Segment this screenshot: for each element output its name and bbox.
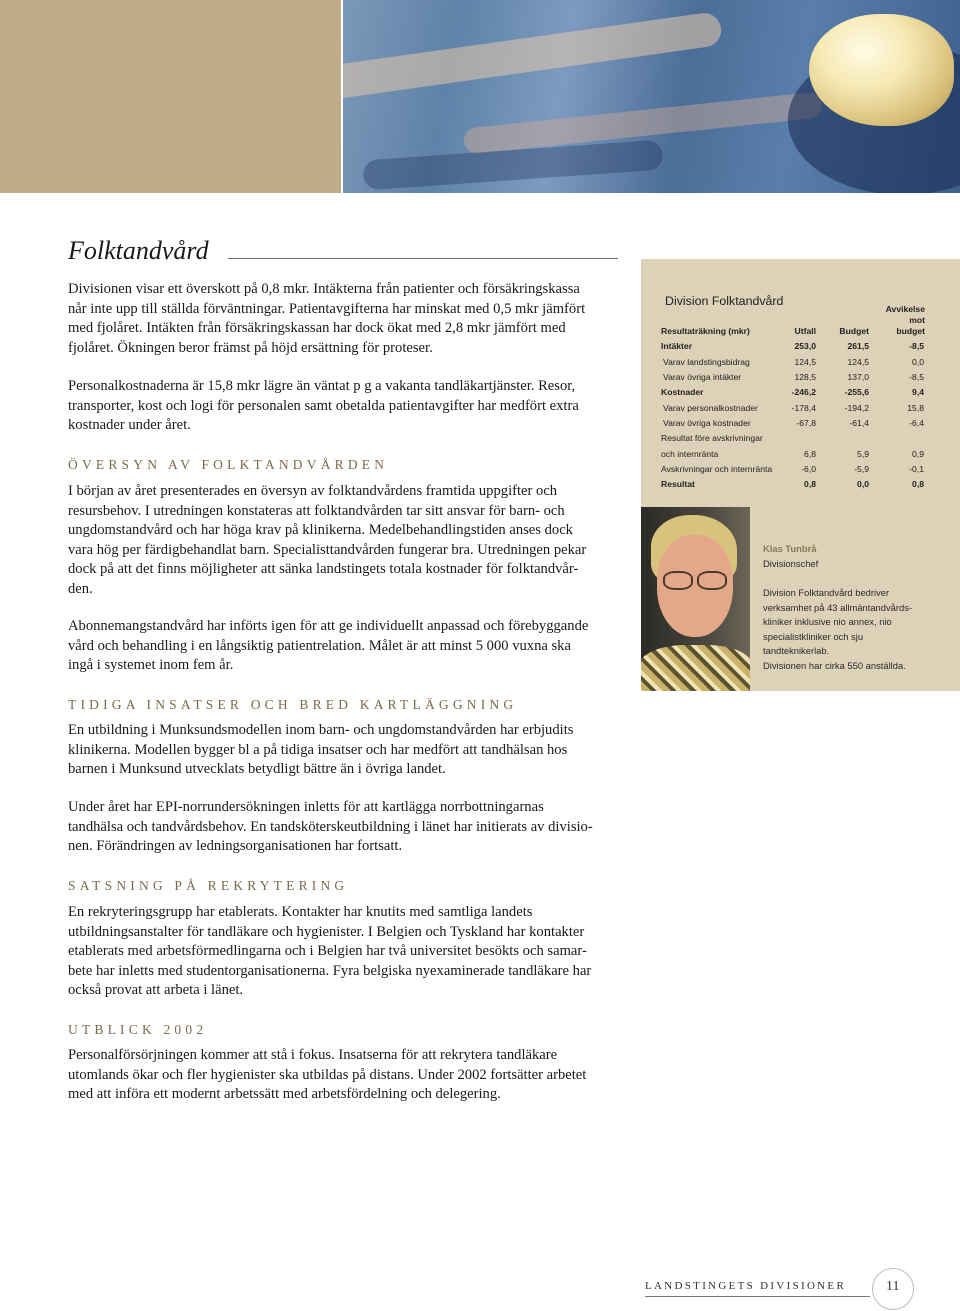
- header-avvikelse-line: Avvikelse: [885, 304, 925, 314]
- table-row-label: Intäkter: [661, 341, 693, 351]
- title-rule: [228, 258, 618, 259]
- text-line: En rekryteringsgrupp har etablerats. Kontakter har knutits med samtliga landets: [68, 904, 533, 920]
- table-cell-utfall: -246,2: [791, 387, 816, 397]
- header-photo-stone: [343, 0, 960, 193]
- photo-streak: [343, 11, 723, 103]
- footer-label: LANDSTINGETS DIVISIONER: [645, 1280, 847, 1292]
- description-line: verksamhet på 43 allmäntandvårds-: [763, 601, 913, 613]
- text-line: bete har inletts med studentorganisationerna. Fyra belgiska nyexaminerade tandläkare har: [68, 962, 592, 979]
- text-line: dock på att det finns möjligheter att sänka landstingets totala kostnader för folktandvår-: [68, 561, 579, 578]
- text-line: vård och behandling i en långsiktig patientrelation. Målet är att minst 5 000 vuxna ska: [68, 637, 571, 654]
- table-cell-budget: -5,9: [854, 464, 869, 474]
- text-line: Under året har EPI-norrundersökningen inletts för att kartlägga norrbottningarnas: [68, 799, 544, 815]
- person-description: [763, 586, 912, 674]
- text-line: den.: [68, 580, 93, 597]
- intro-paragraph-1: [68, 280, 628, 358]
- table-cell-budget: 5,9: [857, 449, 869, 459]
- table-row-label: och internränta: [661, 449, 719, 459]
- header-label: Resultaträkning (mkr): [661, 326, 750, 336]
- text-line: Personalförsörjningen kommer att stå i fokus. Insatserna för att rekrytera tandläkare: [68, 1047, 558, 1063]
- table-cell-budget: 0,0: [857, 479, 869, 489]
- text-line: Abonnemangstandvård har införts igen för att ge individuellt anpassad och förebyggande: [68, 618, 589, 634]
- text-line: Personalkostnaderna är 15,8 mkr lägre än väntat p g a vakanta tandläkartjänster. Resor,: [68, 378, 576, 394]
- section-title: Folktandvård: [68, 236, 209, 265]
- text-line: En utbildning i Munksundsmodellen inom barn- och ungdomstandvården har erbjudits: [68, 722, 574, 738]
- section-heading-oversyn: ÖVERSYN AV FOLKTANDVÅRDEN: [68, 457, 389, 472]
- portrait-glasses: [661, 571, 727, 587]
- decorative-tan-block: [0, 0, 341, 193]
- table-cell-utfall: 128,5: [794, 372, 816, 382]
- text-line: vara hög per färdigbehandlat barn. Specialisttandvården fungerar bra. Utredningen pekar: [68, 541, 587, 558]
- section-heading-tidiga-insatser: TIDIGA INSATSER OCH BRED KARTLÄGGNING: [68, 697, 518, 712]
- table-cell-avvikelse: 0,9: [912, 449, 924, 459]
- table-row-label: Varav övriga intäkter: [663, 372, 742, 382]
- table-row-label: Kostnader: [661, 387, 704, 397]
- table-cell-utfall: 124,5: [794, 357, 816, 367]
- table-row-label: Avskrivningar och internränta: [661, 464, 773, 474]
- description-line: Divisionen har cirka 550 anställda.: [763, 659, 906, 671]
- description-line: kliniker inklusive nio annex, nio: [763, 616, 892, 628]
- table-row-label: Resultat: [661, 479, 695, 489]
- table-cell-utfall: -67,8: [796, 418, 816, 428]
- oversyn-paragraph-1: [68, 482, 628, 600]
- header-budget: Budget: [839, 326, 869, 336]
- description-line: specialistkliniker och sju: [763, 630, 864, 642]
- table-row-label: Varav övriga kostnader: [663, 418, 751, 428]
- text-line: fjolåret. Ökningen beror främst på höjd ersättning för proteser.: [68, 339, 433, 356]
- table-row-label: Varav personalkostnader: [663, 403, 758, 413]
- person-role: Divisionschef: [763, 558, 819, 569]
- table-cell-avvikelse: -8,5: [909, 372, 924, 382]
- text-line: når inte upp till ställda förväntningar. Patientavgifterna har minskat med 0,5 mkr jämfört: [68, 300, 586, 317]
- footer-rule: [645, 1296, 870, 1297]
- text-line: etablerats med arbetsförmedlingarna och i Belgien har två universitet besökts och samar-: [68, 943, 587, 960]
- text-line: I början av året presenterades en översyn av folktandvårdens framtida uppgifter och: [68, 483, 558, 499]
- oversyn-paragraph-2: [68, 617, 628, 676]
- table-cell-avvikelse: 0,0: [912, 357, 924, 367]
- table-cell-budget: -194,2: [844, 403, 869, 413]
- header-avvikelse-line: budget: [896, 326, 925, 336]
- table-cell-budget: 261,5: [847, 341, 869, 351]
- table-cell-budget: -255,6: [844, 387, 869, 397]
- rekrytering-paragraph: [68, 903, 628, 1001]
- description-line: tandteknikerlab.: [763, 645, 830, 657]
- table-row-label: Varav landstingsbidrag: [663, 357, 750, 367]
- text-line: kostnader under året.: [68, 417, 191, 434]
- text-line: med fjolåret. Intäkten från försäkringskassan har dock ökat med 2,8 mkr jämfört med: [68, 320, 566, 337]
- text-line: med att införa ett modernt arbetssätt med arbetsfördelning och delegering.: [68, 1086, 501, 1103]
- table-cell-utfall: -178,4: [791, 403, 816, 413]
- portrait-glasses-lens: [697, 571, 727, 590]
- text-line: också provat att arbeta i länet.: [68, 982, 244, 999]
- table-cell-budget: -61,4: [849, 418, 869, 428]
- text-line: Divisionen visar ett överskott på 0,8 mkr. Intäkterna från patienter och försäkringskassa: [68, 281, 580, 297]
- tidiga-paragraph-1: [68, 721, 628, 780]
- text-line: nen. Förändringen av ledningsorganisationen har fortsatt.: [68, 838, 403, 855]
- text-line: utomlands ökar och fler hygienister ska utbildas på distans. Under 2002 fortsätter arbetet: [68, 1066, 587, 1083]
- table-cell-utfall: 0,8: [804, 479, 816, 489]
- table-cell-avvikelse: 0,8: [912, 479, 924, 489]
- text-line: barnen i Munksund utvecklats betydligt bättre än i övriga landet.: [68, 761, 446, 778]
- person-name: Klas Tunbrå: [763, 543, 817, 554]
- text-line: ungdomstandvård och har höga krav på klinikerna. Medelbehandlingstiden anses dock: [68, 522, 573, 539]
- table-cell-utfall: -6,0: [801, 464, 816, 474]
- portrait-photo: [641, 507, 750, 691]
- description-line: Division Folktandvård bedriver: [763, 587, 890, 598]
- utblick-paragraph: [68, 1046, 628, 1105]
- intro-paragraph-2: [68, 377, 628, 436]
- portrait-glasses-lens: [663, 571, 693, 590]
- section-heading-utblick: UTBLICK 2002: [68, 1022, 208, 1037]
- header-utfall: Utfall: [794, 326, 816, 336]
- table-cell-budget: 124,5: [847, 357, 869, 367]
- text-line: utbildningsanstalter för tandläkare och hygienister. I Belgien och Tyskland har kontakter: [68, 923, 585, 940]
- photo-stone: [809, 14, 954, 126]
- table-cell-utfall: 253,0: [794, 341, 816, 351]
- table-cell-avvikelse: 9,4: [912, 387, 924, 397]
- text-line: transporter, kost och logi för personalen samt obetalda patientavgifter har medfört extra: [68, 397, 579, 414]
- header-avvikelse: [885, 304, 925, 337]
- portrait-shirt: [641, 645, 750, 691]
- table-cell-avvikelse: -6,4: [909, 418, 924, 428]
- table-cell-avvikelse: -8,5: [909, 341, 924, 351]
- text-line: klinikerna. Modellen bygger bl a på tidiga insatser och har medfört att tandhälsan hos: [68, 741, 568, 758]
- text-line: resursbehov. I utredningen konstateras att folktandvården tar sitt ansvar för barn- och: [68, 502, 565, 519]
- table-cell-utfall: 6,8: [804, 449, 816, 459]
- text-line: ingå i systemet inom fem år.: [68, 657, 234, 674]
- page-number: 11: [886, 1279, 900, 1294]
- table-cell-avvikelse: -0,1: [909, 464, 924, 474]
- header-avvikelse-line: mot: [909, 315, 925, 325]
- table-cell-avvikelse: 15,8: [907, 403, 924, 413]
- table-title: Division Folktandvård: [665, 294, 784, 308]
- table-cell-budget: 137,0: [847, 372, 869, 382]
- section-heading-rekrytering: SATSNING PÅ REKRYTERING: [68, 878, 349, 893]
- text-line: tandhälsa och tandvårdsbehov. En tandsköterskeutbildning i länet har initierats av divisio-: [68, 818, 593, 835]
- table-row-label: Resultat före avskrivningar: [661, 433, 763, 443]
- tidiga-paragraph-2: [68, 798, 628, 857]
